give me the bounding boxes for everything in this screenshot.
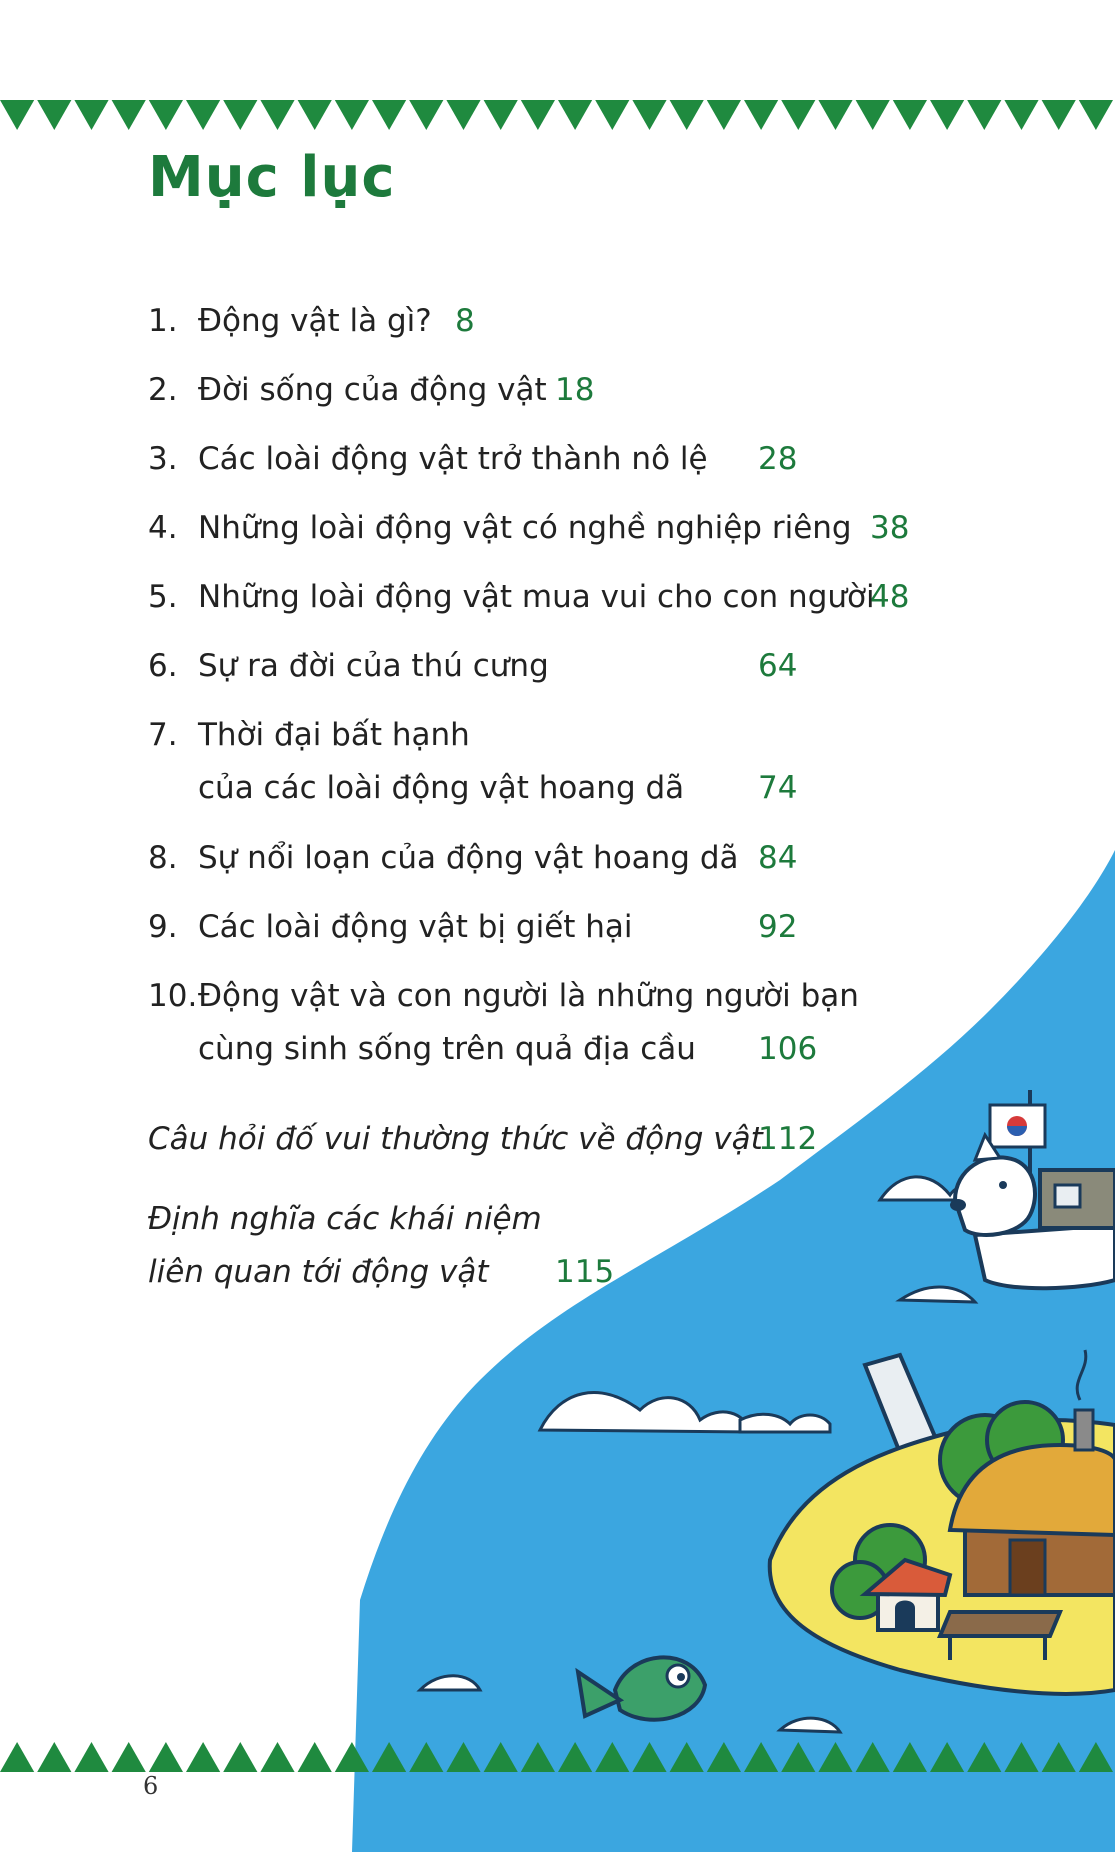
appendix-item[interactable] <box>148 1193 615 1299</box>
page-title: Mục lục <box>148 145 396 210</box>
toc-item-page: 64 <box>758 648 798 684</box>
border-triangle <box>707 1742 741 1772</box>
border-triangle <box>112 1742 146 1772</box>
border-triangle <box>744 1742 778 1772</box>
toc-item-page: 84 <box>758 840 798 876</box>
toc-item-page: 28 <box>758 441 798 477</box>
appendix-item-title: liên quan tới động vật <box>148 1254 489 1290</box>
border-triangle <box>335 1742 369 1772</box>
border-triangle <box>1079 1742 1113 1772</box>
toc-item-title: Sự nổi loạn của động vật hoang dã <box>198 840 739 876</box>
border-triangle <box>298 1742 332 1772</box>
border-triangle <box>0 1742 34 1772</box>
border-triangle <box>595 1742 629 1772</box>
border-triangle <box>930 1742 964 1772</box>
toc-item-number: 7. <box>148 717 178 753</box>
border-triangle <box>781 1742 815 1772</box>
border-triangle <box>632 1742 666 1772</box>
appendix-item[interactable] <box>148 1113 818 1166</box>
toc-item-number: 9. <box>148 909 178 945</box>
border-triangle <box>856 1742 890 1772</box>
toc-item-page: 106 <box>758 1031 818 1067</box>
toc-item-title: Động vật và con người là những người bạn <box>198 978 859 1014</box>
border-triangle <box>521 1742 555 1772</box>
toc-item-title: Các loài động vật bị giết hại <box>198 909 633 945</box>
border-triangle <box>186 1742 220 1772</box>
appendix-item-title: Định nghĩa các khái niệm <box>148 1201 542 1237</box>
toc-item-page: 18 <box>555 372 595 408</box>
border-triangle <box>223 1742 257 1772</box>
appendix-item-page: 112 <box>758 1121 818 1157</box>
toc-item-number: 8. <box>148 840 178 876</box>
toc-item-title: Những loài động vật có nghề nghiệp riêng <box>198 510 852 546</box>
toc-item-page: 92 <box>758 909 798 945</box>
border-triangle <box>1042 1742 1076 1772</box>
toc-item-title: của các loài động vật hoang dã <box>198 770 685 806</box>
toc-item-title: Đời sống của động vật <box>198 372 547 408</box>
border-triangle <box>893 1742 927 1772</box>
toc-item-number: 3. <box>148 441 178 477</box>
bottom-triangle-border <box>0 1740 1115 1774</box>
toc-item-number: 4. <box>148 510 178 546</box>
toc-item-number: 6. <box>148 648 178 684</box>
border-triangle <box>372 1742 406 1772</box>
border-triangle <box>409 1742 443 1772</box>
border-triangle <box>260 1742 294 1772</box>
toc-item-title: Các loài động vật trở thành nô lệ <box>198 441 708 477</box>
toc-item-number: 10. <box>148 978 198 1014</box>
toc-item-page: 38 <box>870 510 910 546</box>
border-triangle <box>818 1742 852 1772</box>
toc-item-title: Động vật là gì? <box>198 303 432 339</box>
page-number: 6 <box>143 1772 159 1800</box>
border-triangle <box>149 1742 183 1772</box>
toc-item-title: Những loài động vật mua vui cho con người <box>198 579 875 615</box>
border-triangle <box>1004 1742 1038 1772</box>
toc-item-title: Thời đại bất hạnh <box>198 717 470 753</box>
border-triangle <box>558 1742 592 1772</box>
toc-item-page: 48 <box>870 579 910 615</box>
toc-item-page: 74 <box>758 770 798 806</box>
border-triangle <box>74 1742 108 1772</box>
appendix-item-page: 115 <box>555 1254 615 1290</box>
border-triangle <box>446 1742 480 1772</box>
border-triangle <box>484 1742 518 1772</box>
toc-item-number: 1. <box>148 303 178 339</box>
border-triangle <box>967 1742 1001 1772</box>
korean-flag-icon <box>990 1105 1045 1147</box>
toc-item-title: Sự ra đời của thú cưng <box>198 648 549 684</box>
border-triangle <box>670 1742 704 1772</box>
border-triangle <box>37 1742 71 1772</box>
toc-item-title: cùng sinh sống trên quả địa cầu <box>198 1031 696 1067</box>
toc-item-number: 2. <box>148 372 178 408</box>
toc-item-number: 5. <box>148 579 178 615</box>
toc-item-page: 8 <box>455 303 475 339</box>
appendix-item-title: Câu hỏi đố vui thường thức về động vật <box>148 1121 763 1157</box>
